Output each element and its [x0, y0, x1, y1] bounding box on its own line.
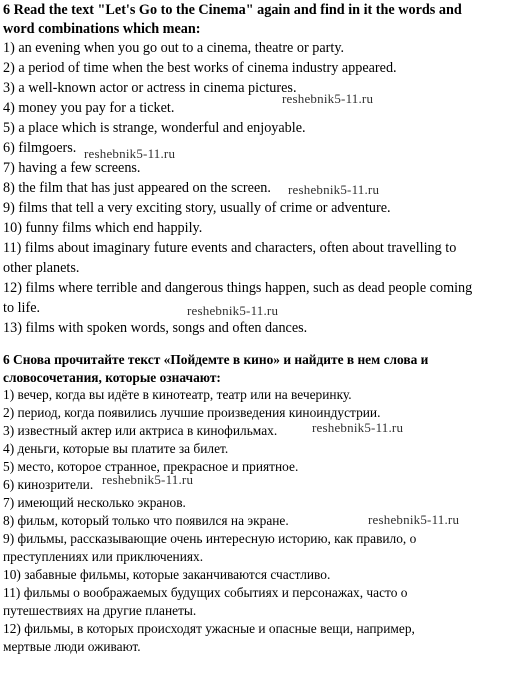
- english-item: 9) films that tell a very exciting story, usually of crime or adventure.: [3, 200, 391, 216]
- english-item: 2) a period of time when the best works of cinema industry appeared.: [3, 60, 397, 76]
- watermark: reshebnik5-11.ru: [368, 512, 460, 527]
- russian-item: 8) фильм, который только что появился на экране.: [3, 513, 289, 528]
- english-item: to life.: [3, 300, 41, 316]
- english-item: 3) a well-known actor or actress in cinema pictures.: [3, 80, 297, 96]
- russian-item: 9) фильмы, рассказывающие очень интересную историю, как правило, о: [3, 531, 417, 546]
- english-item: other planets.: [3, 260, 80, 276]
- russian-item: мертвые люди оживают.: [3, 639, 141, 654]
- english-item: 4) money you pay for a ticket.: [3, 100, 175, 116]
- russian-item: 6) кинозрители.: [3, 477, 94, 492]
- russian-heading-line-1: 6 Снова прочитайте текст «Пойдемте в кино» и найдите в нем слова и: [3, 352, 429, 367]
- russian-item: 3) известный актер или актриса в кинофильмах.: [3, 423, 278, 438]
- english-item: 7) having a few screens.: [3, 160, 141, 176]
- russian-heading-line-2: словосочетания, которые означают:: [3, 370, 221, 385]
- english-item: 6) filmgoers.: [3, 140, 77, 156]
- russian-item: 10) забавные фильмы, которые заканчиваются счастливо.: [3, 567, 331, 582]
- russian-item: 7) имеющий несколько экранов.: [3, 495, 186, 510]
- english-item: 13) films with spoken words, songs and often dances.: [3, 320, 308, 336]
- watermark: reshebnik5-11.ru: [282, 91, 374, 106]
- watermark: reshebnik5-11.ru: [84, 146, 176, 161]
- english-item: 8) the film that has just appeared on the screen.: [3, 180, 271, 196]
- russian-item: 12) фильмы, в которых происходят ужасные и опасные вещи, например,: [3, 621, 415, 636]
- russian-item: 11) фильмы о воображаемых будущих событиях и персонажах, часто о: [3, 585, 408, 600]
- watermark: reshebnik5-11.ru: [312, 420, 404, 435]
- russian-item: путешествиях на другие планеты.: [3, 603, 197, 618]
- russian-item: преступлениях или приключениях.: [3, 549, 204, 564]
- english-item: 5) a place which is strange, wonderful and enjoyable.: [3, 120, 306, 136]
- watermark: reshebnik5-11.ru: [187, 303, 279, 318]
- watermark: reshebnik5-11.ru: [288, 182, 380, 197]
- russian-item: 1) вечер, когда вы идёте в кинотеатр, театр или на вечеринку.: [3, 387, 352, 402]
- russian-item: 5) место, которое странное, прекрасное и приятное.: [3, 459, 299, 474]
- russian-item: 2) период, когда появились лучшие произведения киноиндустрии.: [3, 405, 381, 420]
- english-item: 11) films about imaginary future events and characters, often about travelling to: [3, 240, 457, 256]
- russian-item: 4) деньги, которые вы платите за билет.: [3, 441, 229, 456]
- english-item: 10) funny films which end happily.: [3, 220, 203, 236]
- english-heading-line-1: 6 Read the text "Let's Go to the Cinema" again and find in it the words and: [3, 2, 462, 18]
- english-item: 1) an evening when you go out to a cinema, theatre or party.: [3, 40, 345, 56]
- watermark: reshebnik5-11.ru: [102, 472, 194, 487]
- english-item: 12) films where terrible and dangerous things happen, such as dead people coming: [3, 280, 473, 296]
- english-heading-line-2: word combinations which mean:: [3, 21, 201, 37]
